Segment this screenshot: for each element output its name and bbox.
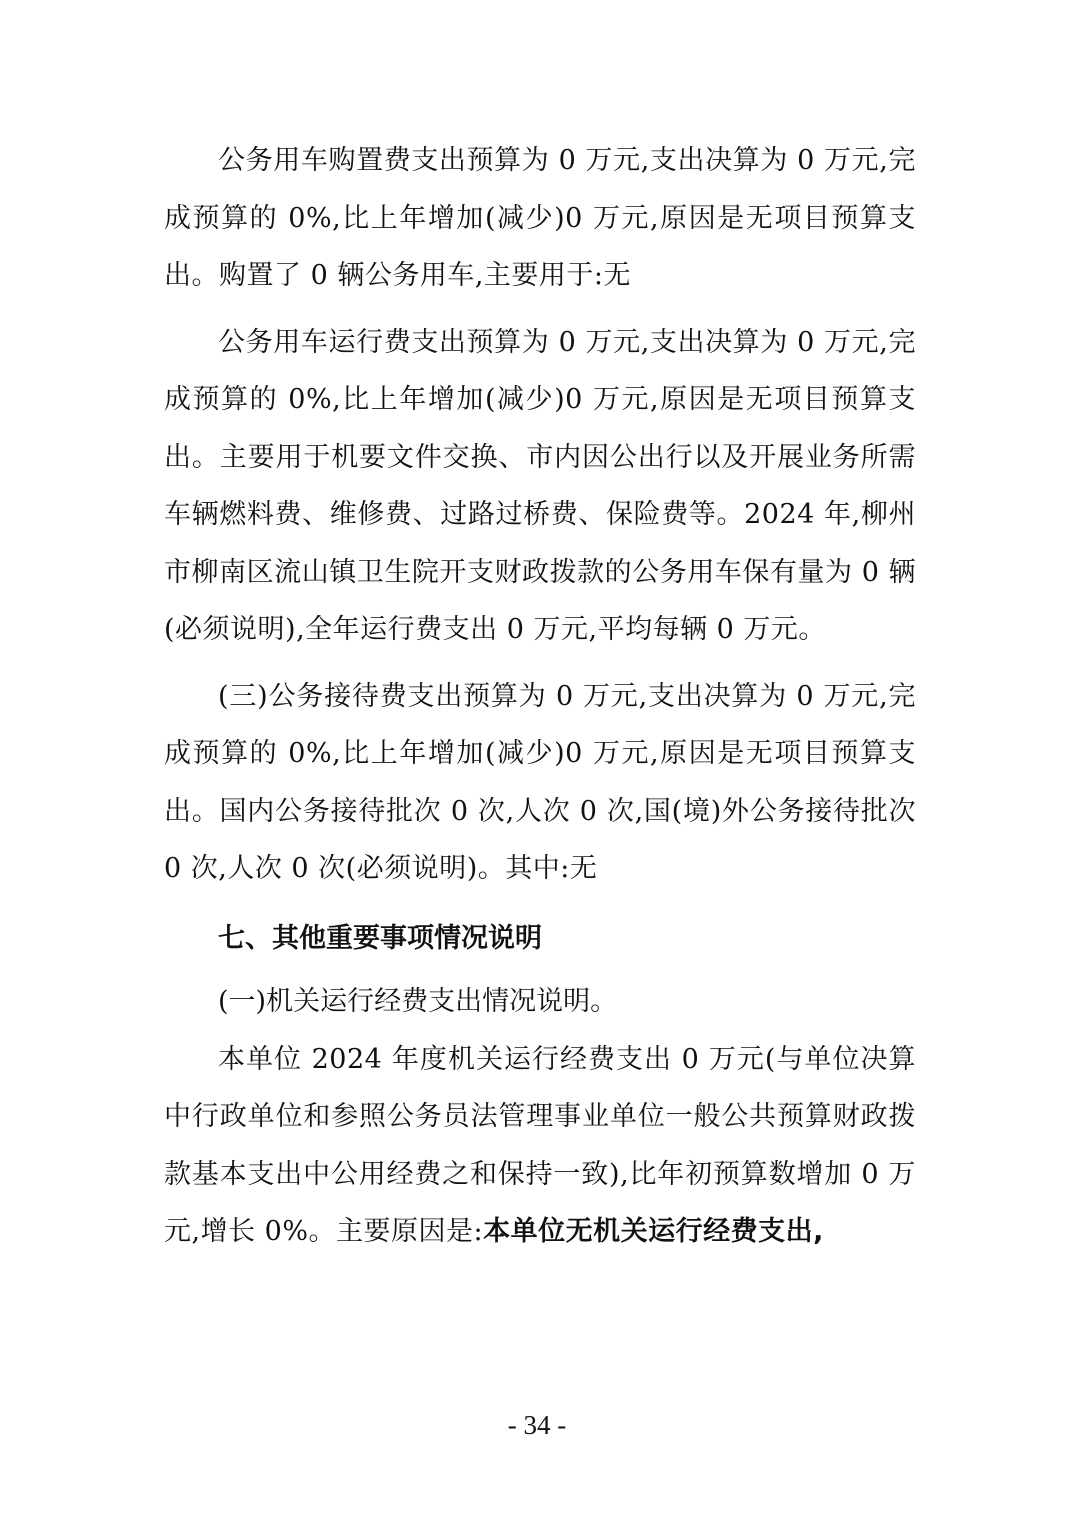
- page-number: - 34 -: [507, 1410, 567, 1440]
- operating-expense-text: 本单位 2024 年度机关运行经费支出 0 万元(与单位决算中行政单位和参照公务员法管理事业单位一般公共预算财政拨款基本支出中公用经费之和保持一致),比年初预算数增加 0 万元,增长 0%。主要原因是:: [164, 1043, 916, 1247]
- document-body: [164, 132, 916, 1261]
- reception-expense-paragraph: (三)公务接待费支出预算为 0 万元,支出决算为 0 万元,完成预算的 0%,比上年增加(减少)0 万元,原因是无项目预算支出。国内公务接待批次 0 次,人次 0 次,国(境)外公务接待批次 0 次,人次 0 次(必须说明)。其中:无: [164, 680, 916, 884]
- vehicle-operation-paragraph: 公务用车运行费支出预算为 0 万元,支出决算为 0 万元,完成预算的 0%,比上年增加(减少)0 万元,原因是无项目预算支出。主要用于机要文件交换、市内因公出行以及开展业务所需车辆燃料费、维修费、过路过桥费、保险费等。2024 年,柳州市柳南区流山镇卫生院开支财政拨款的公务用车保有量为 0 辆(必须说明),全年运行费支出 0 万元,平均每辆 0 万元。: [164, 326, 916, 645]
- section-heading-7: 七、其他重要事项情况说明: [218, 922, 542, 954]
- operating-expense-reason: 本单位无机关运行经费支出,: [483, 1216, 824, 1247]
- operating-expense-paragraph: [164, 1031, 916, 1261]
- vehicle-purchase-paragraph: 公务用车购置费支出预算为 0 万元,支出决算为 0 万元,完成预算的 0%,比上年增加(减少)0 万元,原因是无项目预算支出。购置了 0 辆公务用车,主要用于:无: [164, 145, 916, 291]
- subsection-heading-1: (一)机关运行经费支出情况说明。: [218, 986, 618, 1017]
